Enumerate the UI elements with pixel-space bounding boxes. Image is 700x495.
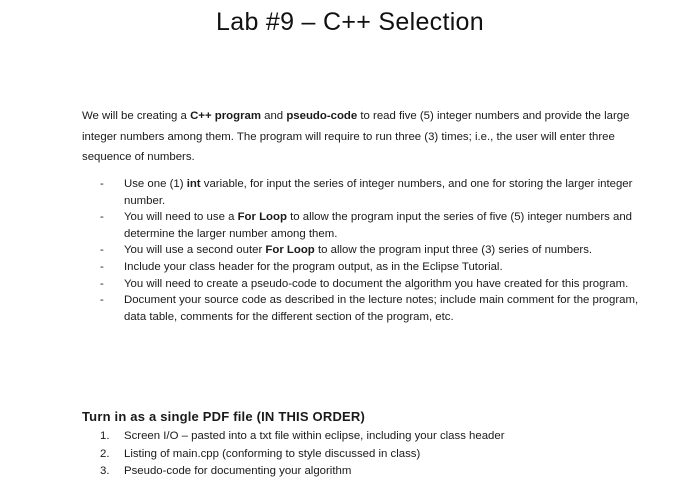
- intro-bold-cpp-program: C++ program: [190, 110, 261, 122]
- bullet-dash: -: [100, 178, 104, 190]
- bullet-text: Document your source code as described in the lecture notes; include main comment for the program, data table, comments for the different section of the program, etc.: [124, 294, 639, 323]
- bullet-text: Include your class header for the program output, as in the Eclipse Tutorial.: [124, 260, 503, 273]
- bullet-dash: -: [100, 211, 104, 224]
- list-item: [100, 176, 645, 209]
- bullet-text: to allow the program input three (3) series of numbers.: [314, 244, 593, 257]
- step-text: Listing of main.cpp (conforming to style discussed in class): [124, 447, 421, 460]
- bullet-bold-text: For Loop: [237, 211, 287, 224]
- turn-in-steps: [100, 428, 640, 481]
- step-number: 2.: [100, 447, 110, 460]
- bullet-text: You will use a second outer: [124, 244, 266, 257]
- bullet-dash: -: [100, 277, 104, 290]
- bullet-text: to allow the program input the series of five (5) integer numbers and determine the larger number among them.: [124, 211, 632, 240]
- intro-bold-pseudo-code: pseudo-code: [286, 110, 358, 122]
- bullet-text: You will need to use a: [124, 211, 238, 224]
- step-text: Screen I/O – pasted into a txt file within eclipse, including your class header: [124, 430, 505, 442]
- bullet-text: You will need to create a pseudo-code to document the algorithm you have created for this program.: [124, 277, 629, 290]
- step-text: Pseudo-code for documenting your algorithm: [124, 465, 352, 477]
- intro-text-2: and: [260, 110, 287, 122]
- list-item: [100, 463, 640, 481]
- page-title: Lab #9 – C++ Selection: [216, 8, 484, 36]
- list-item: [100, 276, 645, 293]
- intro-text-3: to read five (5) integer numbers and provide the large integer numbers among them. The program will require to run three (3) times; i.e., the user will enter three sequence of numbers.: [82, 110, 630, 163]
- bullet-dash: -: [100, 294, 104, 307]
- step-number: 1.: [100, 430, 110, 442]
- turn-in-heading: Turn in as a single PDF file (IN THIS ORDER): [82, 409, 366, 424]
- bullet-dash: -: [100, 260, 104, 273]
- intro-text-1: We will be creating a: [82, 110, 191, 122]
- list-item: [100, 428, 640, 446]
- bullet-bold-text: For Loop: [265, 244, 315, 257]
- list-item: [100, 259, 645, 276]
- requirements-list: [100, 176, 645, 325]
- list-item: [100, 446, 640, 464]
- list-item: [100, 292, 645, 325]
- list-item: [100, 242, 645, 259]
- intro-paragraph: [82, 106, 642, 168]
- bullet-text: Use one (1): [124, 178, 187, 190]
- bullet-dash: -: [100, 244, 104, 257]
- bullet-text: variable, for input the series of integer numbers, and one for storing the larger integer number.: [124, 178, 633, 207]
- list-item: [100, 209, 645, 242]
- bullet-bold-text: int: [186, 178, 201, 190]
- step-number: 3.: [100, 465, 110, 477]
